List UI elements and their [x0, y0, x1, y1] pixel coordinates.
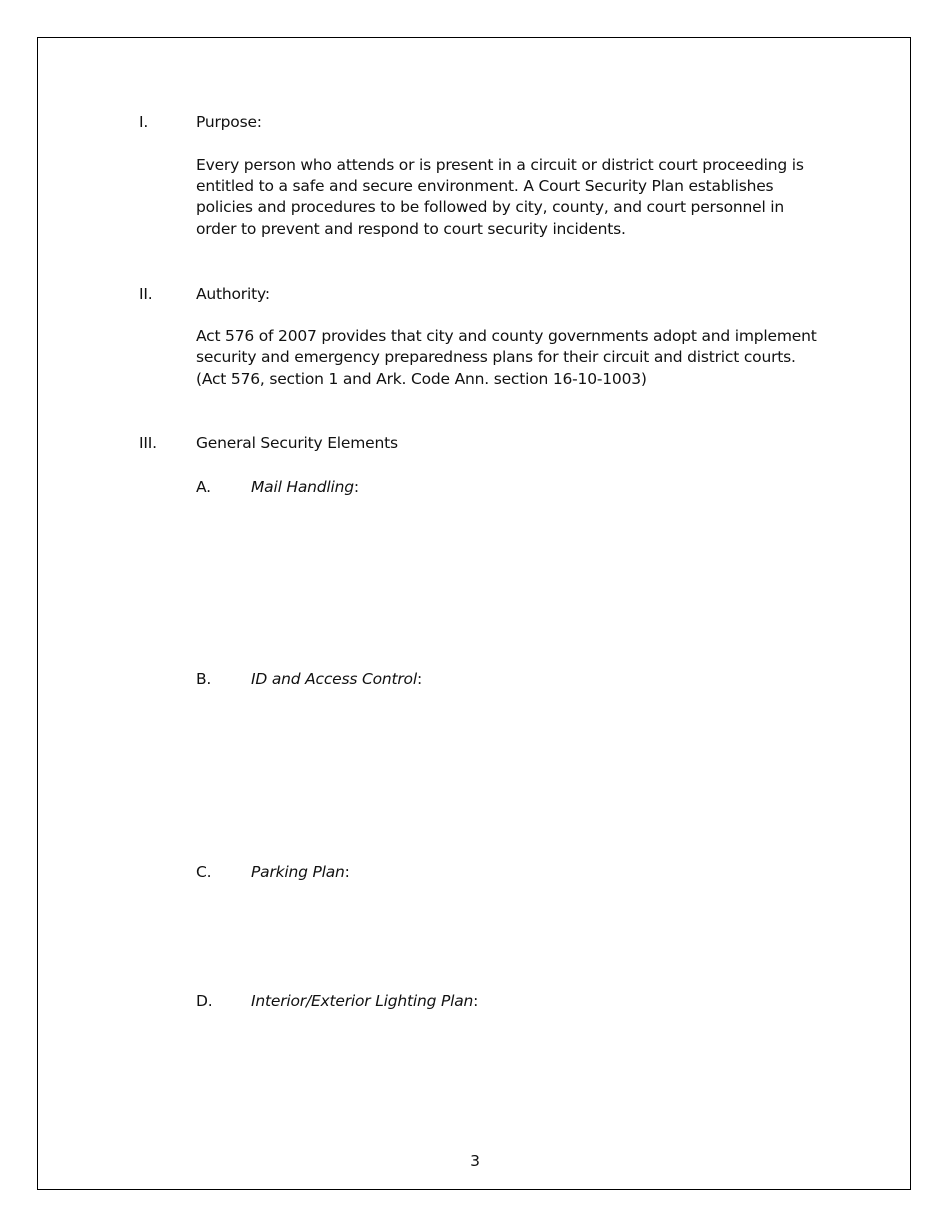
subsection-c-colon: :	[344, 863, 350, 881]
section-3-heading: General Security Elements	[196, 434, 398, 452]
section-1-heading: Purpose:	[196, 113, 262, 131]
page-number: 3	[470, 1152, 480, 1170]
subsection-b-letter: B.	[196, 670, 212, 688]
subsection-a-title-text: Mail Handling	[251, 478, 354, 496]
section-1-paragraph-line: entitled to a safe and secure environment. A Court Security Plan establishes	[196, 177, 774, 195]
section-2-heading: Authority:	[196, 285, 270, 303]
subsection-d-title	[251, 991, 478, 1013]
section-1-paragraph-line: order to prevent and respond to court security incidents.	[196, 220, 626, 238]
subsection-b-title-text: ID and Access Control	[251, 670, 417, 688]
section-2-paragraph-line: (Act 576, section 1 and Ark. Code Ann. section 16-10-1003)	[196, 370, 647, 388]
subsection-b-title	[251, 669, 422, 691]
subsection-d-letter: D.	[196, 992, 213, 1010]
subsection-d-colon: :	[473, 992, 479, 1010]
subsection-a-title	[251, 477, 359, 499]
section-1-number: I.	[139, 113, 149, 131]
subsection-c-letter: C.	[196, 863, 212, 881]
subsection-b-colon: :	[416, 670, 422, 688]
section-2-paragraph-line: security and emergency preparedness plans for their circuit and district courts.	[196, 348, 796, 366]
subsection-a-letter: A.	[196, 478, 211, 496]
subsection-a-colon: :	[353, 478, 359, 496]
section-2-number: II.	[139, 285, 153, 303]
section-2-paragraph-line: Act 576 of 2007 provides that city and county governments adopt and implement	[196, 327, 817, 345]
section-1-paragraph-line: Every person who attends or is present in a circuit or district court proceeding is	[196, 156, 804, 174]
subsection-d-title-text: Interior/Exterior Lighting Plan	[251, 992, 474, 1010]
subsection-c-title	[251, 862, 350, 884]
section-1-paragraph-line: policies and procedures to be followed by city, county, and court personnel in	[196, 198, 785, 216]
subsection-c-title-text: Parking Plan	[251, 863, 345, 881]
section-3-number: III.	[139, 434, 157, 452]
